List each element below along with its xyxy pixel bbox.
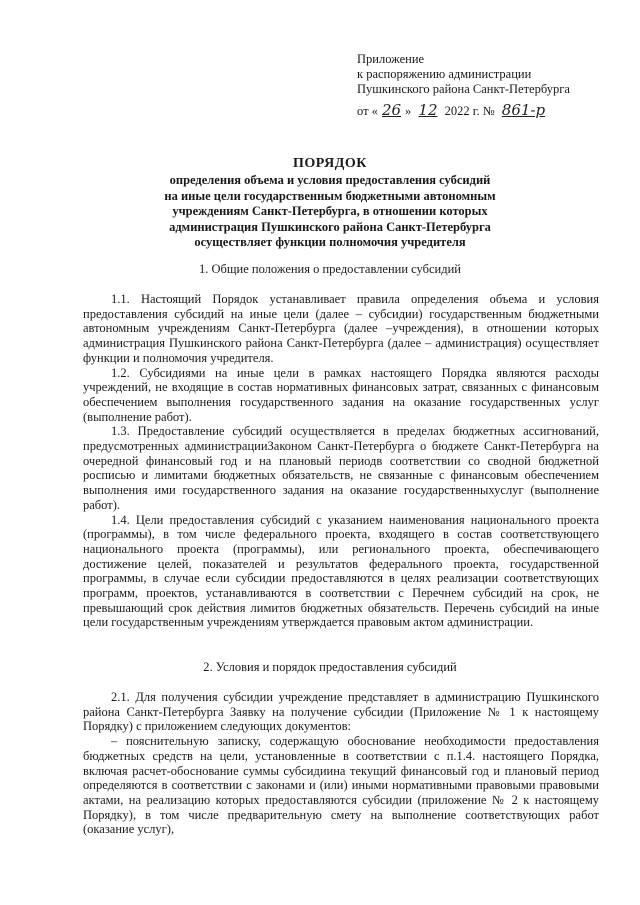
title-line-5: осуществляет функции полномочия учредителя bbox=[194, 235, 466, 250]
section-2-body bbox=[83, 690, 599, 837]
section-1-heading: 1. Общие положения о предоставлении субсидий bbox=[199, 262, 461, 276]
title-line-1: определения объема и условия предоставления субсидий bbox=[169, 173, 491, 188]
year-text: 2022 г. № bbox=[444, 104, 495, 118]
appendix-label: Приложение bbox=[357, 52, 425, 66]
appendix-district: Пушкинского района Санкт-Петербурга bbox=[357, 82, 570, 96]
title-line-2: на иные цели государственным бюджетными автономным bbox=[164, 188, 496, 203]
title-line-3: учреждениям Санкт-Петербурга, в отношении которых bbox=[172, 204, 488, 219]
paragraph-1-1: 1.1. Настоящий Порядок устанавливает правила определения объема и условия предоставления субсидий на иные цели (далее – субсидии) государственным бюджетными автономным учреждениям Санкт-Петербурга (далее –учреждения), в отношении которых администрация Пушкинского района Санкт-Петербурга (далее – администрация) осуществляет функции и полномочия учредителя. bbox=[83, 292, 599, 365]
appendix-date-line bbox=[357, 103, 637, 119]
handwritten-month: 12 bbox=[418, 101, 438, 119]
handwritten-number: 861-р bbox=[501, 101, 546, 119]
section-1-body bbox=[83, 292, 599, 630]
paragraph-2-1-item: – пояснительную записку, содержащую обоснование необходимости предоставления бюджетных средств на цели, установленные в соответствии с п.1.4. настоящего Порядка, включая расчет-обоснование суммы субсидиина текущий финансовый год и плановый период определяются в соответствии с законами и (или) иными нормативными правовыми правовыми актами, на реализацию которых предоставляются субсидии (приложение № 2 к настоящему Порядку), в том числе предварительную смету на выполнение соответствующих работ (оказание услуг), bbox=[83, 734, 599, 837]
date-separator: » bbox=[405, 104, 412, 118]
paragraph-1-2: 1.2. Субсидиями на иные цели в рамках настоящего Порядка являются расходы учреждений, не входящие в состав нормативных финансовых затрат, связанных с финансовым обеспечением выполнения государственного задания на оказание государственных услуг (выполнение работ). bbox=[83, 365, 599, 424]
appendix-block bbox=[357, 52, 637, 119]
title-main: ПОРЯДОК bbox=[293, 156, 367, 171]
paragraph-2-1: 2.1. Для получения субсидии учреждение представляет в администрацию Пушкинского района Санкт-Петербурга Заявку на получение субсидии (Приложение № 1 к настоящему Порядку) с приложением следующих документов: bbox=[83, 690, 599, 734]
document-title bbox=[60, 156, 600, 250]
title-line-4: администрация Пушкинского района Санкт-Петербурга bbox=[169, 219, 491, 234]
appendix-order-ref: к распоряжению администрации bbox=[357, 67, 532, 81]
section-2-heading: 2. Условия и порядок предоставления субсидий bbox=[203, 660, 457, 674]
handwritten-day: 26 bbox=[381, 101, 402, 119]
paragraph-1-4: 1.4. Цели предоставления субсидий с указанием наименования национального проекта (программы), в том числе федерального проекта, входящего в состав соответствующего национального проекта (программы), или регионального проекта, обеспечивающего достижение целей, показателей и результатов федерального проекта, государственной программы, в случае если субсидии предоставляются в целях реализации соответствующих программ, проектов, устанавливаются в соответствии с Перечнем субсидий на срок, не превышающий срок действия лимитов бюджетных обязательств. Перечень субсидий на иные цели государственным учреждениям утверждается правовым актом администрации. bbox=[83, 512, 599, 630]
date-prefix: от « bbox=[357, 104, 378, 118]
paragraph-1-3: 1.3. Предоставление субсидий осуществляется в пределах бюджетных ассигнований, предусмотренных администрацииЗаконом Санкт-Петербурга о бюджете Санкт-Петербурга на очередной финансовый год и на плановый периодв соответствии со сводной бюджетной росписью и лимитами бюджетных обязательств, не связанные с финансовым обеспечением выполнения ими государственного задания на оказание государственныхуслуг (выполнение работ). bbox=[83, 424, 599, 512]
